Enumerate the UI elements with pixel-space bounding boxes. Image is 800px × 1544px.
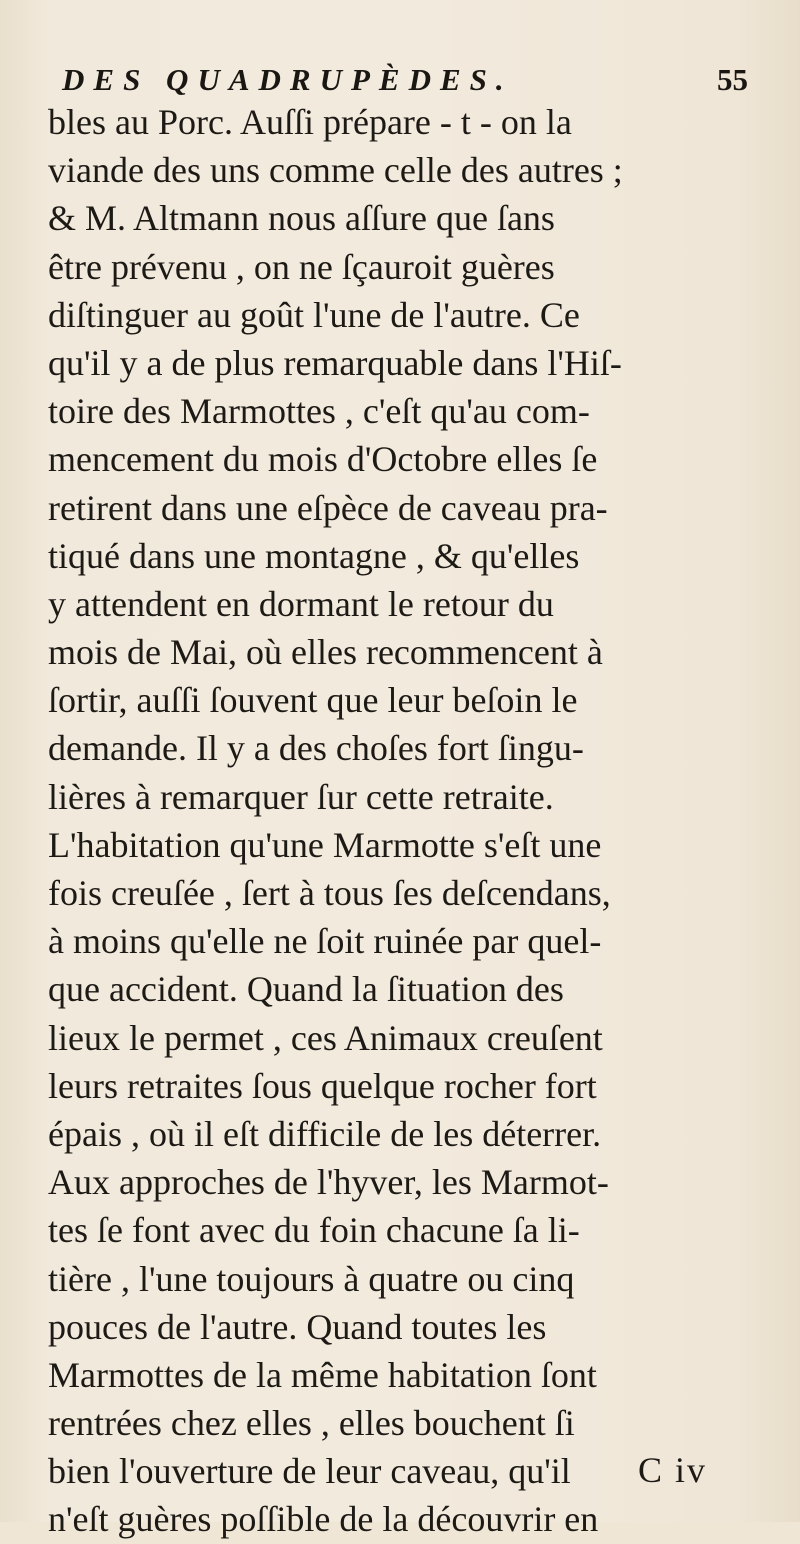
text-line: ſortir, auſſi ſouvent que leur beſoin le bbox=[48, 680, 578, 721]
text-line: L'habitation qu'une Marmotte s'eſt une bbox=[48, 824, 602, 865]
text-line: Aux approches de l'hyver, les Marmot- bbox=[48, 1162, 609, 1203]
text-line: & M. Altmann nous aſſure que ſans bbox=[48, 198, 555, 239]
text-line: bles au Porc. Auſſi prépare - t - on la bbox=[48, 102, 572, 142]
body-text bbox=[48, 98, 758, 1544]
text-line: lières à remarquer ſur cette retraite. bbox=[48, 776, 554, 817]
text-line: fois creuſée , ſert à tous ſes deſcendans, bbox=[48, 873, 611, 913]
text-line: mois de Mai, où elles recommencent à bbox=[48, 632, 603, 673]
text-line: viande des uns comme celle des autres ; bbox=[48, 150, 623, 191]
text-line: diſtinguer au goût l'une de l'autre. Ce bbox=[48, 294, 580, 335]
text-line: Marmottes de la même habitation ſont bbox=[48, 1354, 597, 1395]
text-line: rentrées chez elles , elles bouchent ſi bbox=[48, 1403, 575, 1444]
text-line: épais , où il eſt difficile de les déterrer. bbox=[48, 1113, 602, 1154]
text-line: retirent dans une eſpèce de caveau pra- bbox=[48, 487, 608, 528]
page-header bbox=[62, 62, 762, 102]
text-line: n'eſt guères poſſible de la découvrir en bbox=[48, 1499, 599, 1540]
text-line: tière , l'une toujours à quatre ou cinq bbox=[48, 1258, 575, 1299]
text-line: toire des Marmottes , c'eſt qu'au com- bbox=[48, 391, 590, 432]
text-line: tiqué dans une montagne , & qu'elles bbox=[48, 535, 580, 576]
text-line: être prévenu , on ne ſçauroit guères bbox=[48, 246, 555, 287]
text-line: y attendent en dormant le retour du bbox=[48, 583, 554, 624]
signature-mark: C iv bbox=[638, 1450, 708, 1490]
text-line: demande. Il y a des choſes fort ſingu- bbox=[48, 728, 584, 769]
text-line: qu'il y a de plus remarquable dans l'Hiſ- bbox=[48, 342, 622, 383]
text-line: tes ſe font avec du foin chacune ſa li- bbox=[48, 1210, 580, 1251]
text-line: mencement du mois d'Octobre elles ſe bbox=[48, 439, 598, 480]
text-line: bien l'ouverture de leur caveau, qu'il bbox=[48, 1451, 571, 1492]
text-line: pouces de l'autre. Quand toutes les bbox=[48, 1306, 547, 1347]
text-line: que accident. Quand la ſituation des bbox=[48, 969, 564, 1010]
text-line: leurs retraites ſous quelque rocher fort bbox=[48, 1065, 597, 1106]
running-title: DES QUADRUPÈDES. bbox=[62, 62, 513, 97]
page-number: 55 bbox=[717, 62, 748, 97]
text-line: lieux le permet , ces Animaux creuſent bbox=[48, 1017, 603, 1058]
text-line: à moins qu'elle ne ſoit ruinée par quel- bbox=[48, 921, 602, 962]
